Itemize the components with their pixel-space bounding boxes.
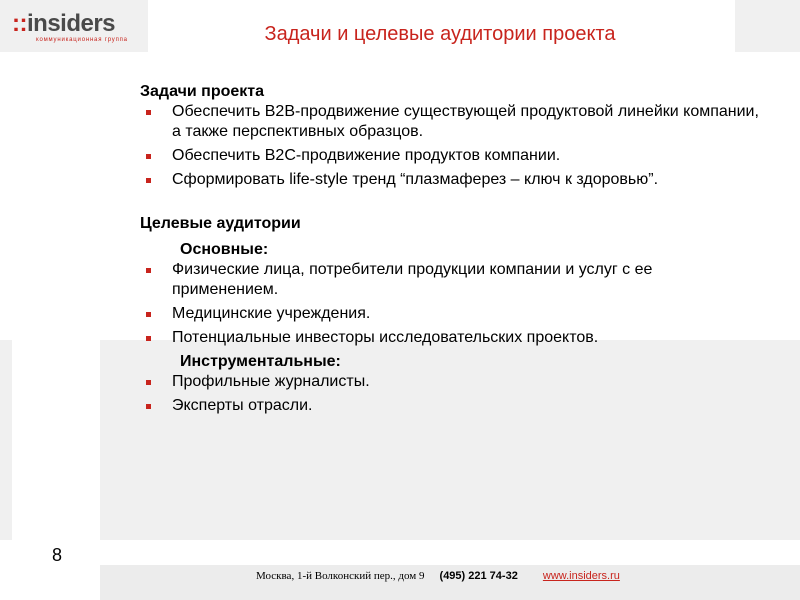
logo-subtitle: коммуникационная группа [36, 37, 128, 43]
list-item: Сформировать life-style тренд “плазмаферез – ключ к здоровью”. [140, 170, 760, 190]
company-logo [12, 12, 132, 50]
page-number: 8 [52, 545, 63, 565]
footer-phone: (495) 221 74-32 [439, 570, 518, 582]
main-audiences-list [140, 260, 760, 348]
list-item: Медицинские учреждения. [140, 304, 760, 324]
footer-contacts [256, 570, 620, 582]
list-item: Обеспечить B2B-продвижение существующей продуктовой линейки компании, а также перспективных образцов. [140, 102, 760, 142]
slide-title: Задачи и целевые аудитории проекта [264, 23, 616, 45]
header-right-panel [735, 0, 800, 52]
slide-content [140, 82, 760, 420]
footer-address: Москва, 1-й Волконский пер., дом 9 [256, 570, 425, 582]
list-item: Обеспечить B2C-продвижение продуктов компании. [140, 146, 760, 166]
list-item: Эксперты отрасли. [140, 396, 760, 416]
list-item: Потенциальные инвесторы исследовательских проектов. [140, 328, 760, 348]
website-link[interactable]: www.insiders.ru [542, 570, 620, 582]
subheading-tools: Инструментальные: [180, 353, 341, 370]
section-heading-audiences: Целевые аудитории [140, 215, 301, 232]
list-item: Физические лица, потребители продукции компании и услуг с ее применением. [140, 260, 760, 300]
logo-wordmark: ::insiders [12, 10, 116, 37]
subheading-main: Основные: [180, 241, 269, 258]
tasks-list [140, 102, 760, 190]
list-item: Профильные журналисты. [140, 372, 760, 392]
left-accent-strip [0, 340, 12, 540]
tools-audiences-list [140, 372, 760, 416]
section-heading-tasks: Задачи проекта [140, 83, 264, 100]
